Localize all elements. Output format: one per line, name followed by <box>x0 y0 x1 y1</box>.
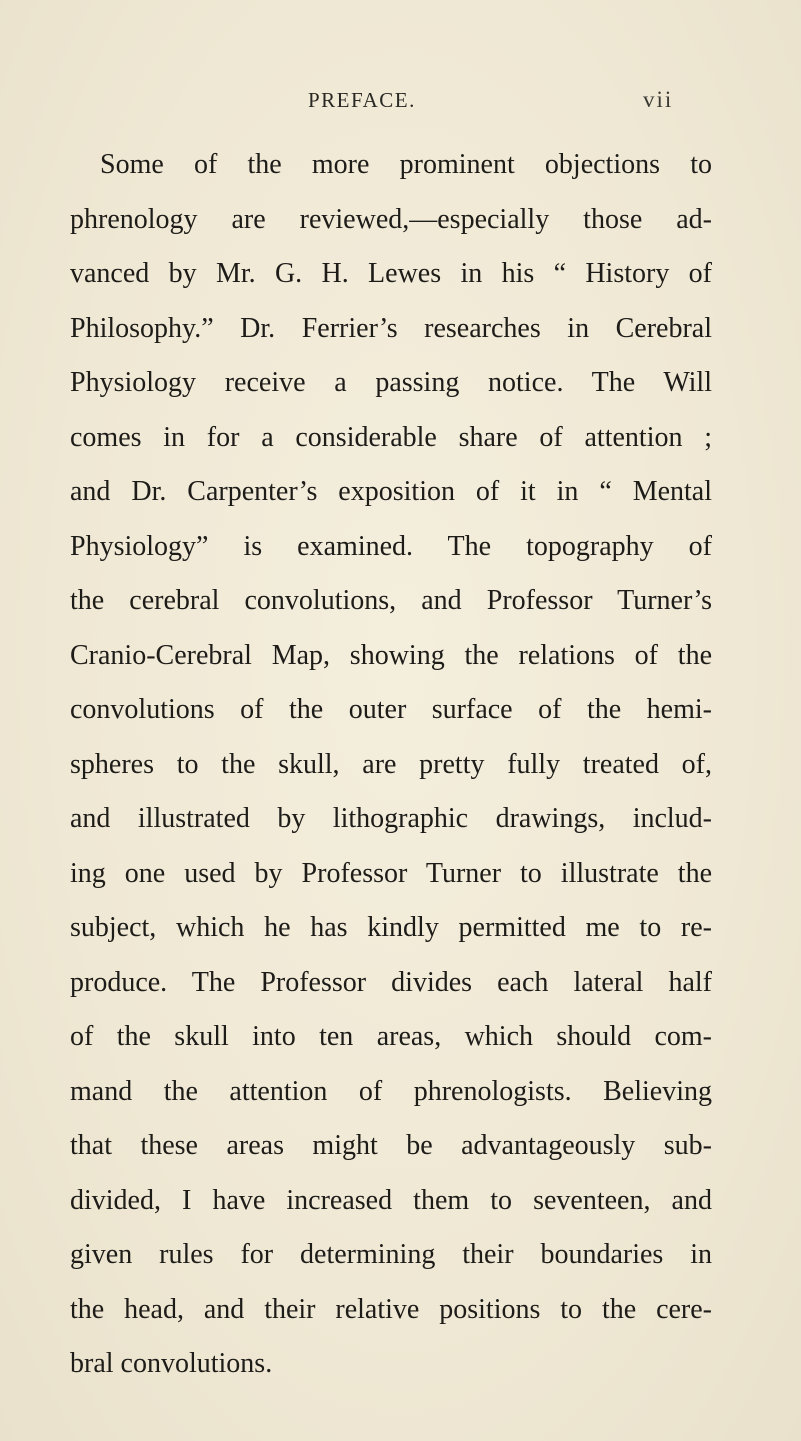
text-line: convolutions of the outer surface of the hemi- <box>70 694 712 725</box>
text-line: mand the attention of phrenologists. Believing <box>70 1075 712 1107</box>
text-line: the head, and their relative positions to the cere- <box>70 1293 712 1325</box>
text-line: Physiology” is examined. The topography of <box>70 530 712 562</box>
text-line: comes in for a considerable share of attention ; <box>70 421 712 453</box>
text-line: ing one used by Professor Turner to illustrate the <box>70 857 712 889</box>
text-line: Some of the more prominent objections to <box>100 149 712 180</box>
text-line: phrenology are reviewed,—especially those ad- <box>70 203 712 235</box>
text-line: vanced by Mr. G. H. Lewes in his “ History of <box>70 258 712 289</box>
text-line: subject, which he has kindly permitted me to re- <box>70 912 712 943</box>
page-number: vii <box>643 87 674 112</box>
text-line: Cranio-Cerebral Map, showing the relations of the <box>70 639 712 671</box>
text-line: that these areas might be advantageously sub- <box>70 1130 712 1161</box>
preface-paragraph <box>70 138 712 1392</box>
text-line: bral convolutions. <box>70 1348 273 1379</box>
text-line: and Dr. Carpenter’s exposition of it in “ Mental <box>70 476 712 507</box>
text-line: Physiology receive a passing notice. The Will <box>70 367 712 398</box>
running-head-title: PREFACE. <box>308 88 416 112</box>
text-line: given rules for determining their boundaries in <box>70 1239 712 1270</box>
running-head <box>0 88 801 118</box>
text-line: produce. The Professor divides each lateral half <box>70 966 712 998</box>
text-line: spheres to the skull, are pretty fully treated of, <box>70 748 712 780</box>
text-line: the cerebral convolutions, and Professor Turner’s <box>70 585 712 616</box>
text-line: and illustrated by lithographic drawings, includ- <box>70 803 712 834</box>
text-line: Philosophy.” Dr. Ferrier’s researches in Cerebral <box>70 312 712 344</box>
text-line: of the skull into ten areas, which should com- <box>70 1021 712 1052</box>
text-line: divided, I have increased them to seventeen, and <box>70 1184 712 1216</box>
